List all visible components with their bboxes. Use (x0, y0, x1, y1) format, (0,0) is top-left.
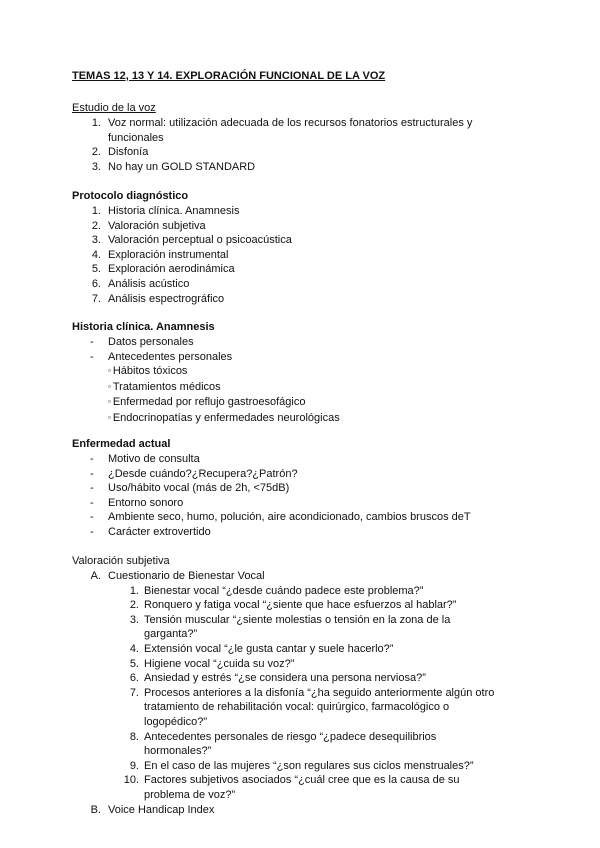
list-number: 7. (91, 292, 101, 305)
list-number: 5. (129, 657, 139, 670)
list-item (72, 510, 510, 525)
section-enfermedad-actual (72, 437, 510, 540)
sub-list-item (72, 671, 510, 686)
sub-list-item (72, 584, 510, 599)
list-text: Uso/hábito vocal (más de 2h, <75dB) (108, 482, 290, 495)
list-text: Bienestar vocal “¿desde cuándo padece este problema?” (144, 584, 424, 597)
section-heading: Estudio de la voz (72, 102, 156, 114)
list-text: Motivo de consulta (108, 453, 200, 465)
sub-list-item (72, 364, 510, 380)
list-item (72, 467, 510, 482)
list-text: Voice Handicap Index (108, 803, 215, 816)
list-item (72, 496, 510, 511)
list-letter: B. (90, 803, 101, 816)
section-heading: Historia clínica. Anamnesis (72, 321, 215, 333)
sub-list-item (72, 730, 510, 759)
square-bullet-icon: ▫ (108, 366, 111, 376)
list-item (72, 277, 510, 292)
list-item (72, 204, 510, 219)
list-text: Antecedentes personales de riesgo “¿padece desequilibrios hormonales?” (144, 730, 437, 758)
list-text: Hábitos tóxicos (112, 365, 188, 378)
sub-list-item (72, 613, 510, 642)
list-text: Ronquero y fatiga vocal “¿siente que hace esfuerzos al hablar?” (144, 599, 457, 612)
section-historia-clinica (72, 320, 510, 427)
list-item (72, 452, 510, 467)
list-number: 3. (91, 234, 101, 247)
list-text: Análisis espectrográfico (108, 292, 225, 305)
list-item (72, 145, 510, 160)
list-text: Ansiedad y estrés “¿se considera una persona nerviosa?” (144, 672, 426, 685)
list-text: Voz normal: utilización adecuada de los recursos fonatorios estructurales y funcionales (108, 117, 473, 144)
list-dash: - (90, 511, 94, 524)
list-dash: - (90, 350, 94, 363)
list-item (72, 481, 510, 496)
list-number: 1. (91, 117, 101, 129)
list-number: 6. (129, 672, 139, 685)
list-text: Exploración aerodinámica (108, 263, 235, 276)
list-number: 2. (129, 599, 139, 612)
list-item (72, 525, 510, 540)
list-dash: - (90, 453, 94, 465)
list-number: 8. (129, 730, 139, 743)
list-text: Valoración subjetiva (108, 219, 206, 232)
section-heading: Protocolo diagnóstico (72, 190, 189, 202)
list-text: Historia clínica. Anamnesis (108, 205, 240, 217)
section-valoracion-subjetiva (72, 554, 510, 817)
sub-list-item (72, 642, 510, 657)
list-item (72, 803, 510, 818)
square-bullet-icon: ▫ (108, 397, 111, 407)
list-text: Entorno sonoro (108, 496, 184, 509)
list-number: 2. (91, 219, 101, 232)
list-number: 6. (91, 277, 101, 290)
page-title: TEMAS 12, 13 Y 14. EXPLORACIÓN FUNCIONAL DE LA VOZ (72, 70, 386, 82)
list-text: Disfonía (108, 146, 149, 159)
list-letter: A. (90, 570, 101, 582)
list-text: Procesos anteriores a la disfonía “¿ha seguido anteriormente algún otro tratamiento de rehabilitación vocal: quirúrgico, farmacológico o logopédico?” (144, 686, 495, 728)
list-number: 9. (129, 759, 139, 772)
section-protocolo (72, 189, 510, 306)
list-number: 4. (129, 642, 139, 655)
square-bullet-icon: ▫ (108, 381, 111, 391)
list-number: 2. (91, 146, 101, 159)
list-number: 3. (129, 613, 139, 626)
section-heading: Enfermedad actual (72, 438, 171, 450)
list-text: Tensión muscular “¿siente molestias o tensión en la zona de la garganta?” (144, 613, 451, 641)
list-number: 7. (129, 686, 139, 699)
list-item (72, 160, 510, 175)
list-text: Datos personales (108, 336, 194, 348)
list-text: ¿Desde cuándo?¿Recupera?¿Patrón? (108, 467, 298, 480)
list-number: 5. (91, 263, 101, 276)
list-text: Tratamientos médicos (112, 380, 221, 393)
list-item (72, 248, 510, 263)
list-number: 10. (123, 774, 139, 787)
list-number: 3. (91, 160, 101, 173)
list-text: Endocrinopatías y enfermedades neurológicas (112, 411, 340, 424)
list-text: Factores subjetivos asociados “¿cuál cree que es la causa de su problema de voz?” (144, 774, 460, 801)
list-dash: - (90, 336, 94, 348)
list-text: Ambiente seco, humo, polución, aire acondicionado, cambios bruscos deT (108, 511, 471, 524)
list-text: Valoración perceptual o psicoacústica (108, 234, 292, 247)
sub-list-item (72, 411, 510, 427)
list-item (72, 219, 510, 234)
list-text: Análisis acústico (108, 277, 190, 290)
list-item (72, 350, 510, 365)
sub-list-item (72, 773, 510, 802)
list-number: 1. (129, 584, 139, 597)
sub-list-item (72, 759, 510, 774)
list-dash: - (90, 525, 94, 538)
list-dash: - (90, 496, 94, 509)
list-item (72, 292, 510, 307)
list-item (72, 569, 510, 584)
sub-list-item (72, 686, 510, 730)
list-text: Antecedentes personales (108, 350, 233, 363)
list-text: En el caso de las mujeres “¿son regulares sus ciclos menstruales?” (144, 759, 474, 772)
section-estudio-voz (72, 101, 510, 174)
list-text: Higiene vocal “¿cuida su voz?” (144, 657, 295, 670)
list-item (72, 233, 510, 248)
list-text: Exploración instrumental (108, 248, 229, 261)
list-text: Cuestionario de Bienestar Vocal (108, 570, 265, 582)
square-bullet-icon: ▫ (108, 412, 111, 422)
list-item (72, 262, 510, 277)
list-text: No hay un GOLD STANDARD (108, 160, 256, 173)
sub-list-item (72, 380, 510, 396)
sub-list-item (72, 598, 510, 613)
list-item (72, 116, 510, 145)
section-heading: Valoración subjetiva (72, 555, 170, 567)
sub-list-item (72, 657, 510, 672)
list-item (72, 335, 510, 350)
sub-list-item (72, 395, 510, 411)
list-number: 4. (91, 248, 101, 261)
list-text: Extensión vocal “¿le gusta cantar y suele hacerlo?” (144, 642, 394, 655)
list-text: Enfermedad por reflujo gastroesofágico (112, 396, 306, 409)
list-dash: - (90, 482, 94, 495)
list-dash: - (90, 467, 94, 480)
list-number: 1. (91, 205, 101, 217)
list-text: Carácter extrovertido (108, 525, 211, 538)
